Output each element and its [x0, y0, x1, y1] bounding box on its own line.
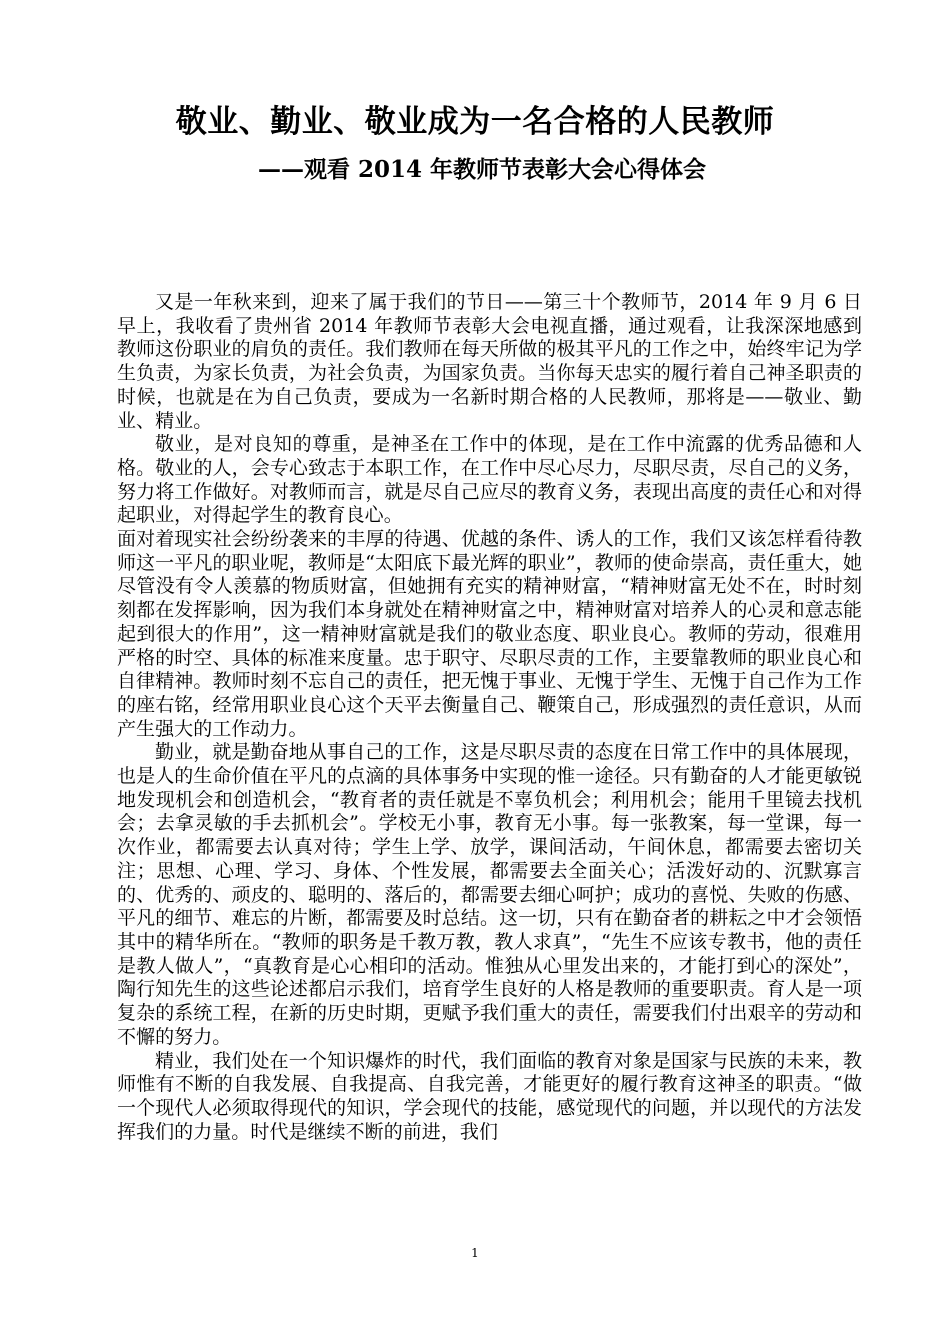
document-body — [117, 291, 862, 1144]
paragraph-dedication: 敬业，是对良知的尊重，是神圣在工作中的体现，是在工作中流露的优秀品德和人格。敬业的人，会专心致志于本职工作，在工作中尽心尽力，尽职尽责，尽自己的义务，努力将工作做好。对教师而言，就是尽自己应尽的教育义务，表现出高度的责任心和对得起职业，对得起学生的教育良心。 — [117, 433, 862, 527]
page-number: 1 — [471, 1246, 479, 1260]
paragraph-diligence: 勤业，就是勤奋地从事自己的工作，这是尽职尽责的态度在日常工作中的具体展现，也是人的生命价值在平凡的点滴的具体事务中实现的惟一途径。只有勤奋的人才能更敏锐地发现机会和创造机会，“教育者的责任就是不辜负机会；利用机会；能用千里镜去找机会；去拿灵敏的手去抓机会”。学校无小事，教育无小事。每一张教案，每一堂课，每一次作业，都需要去认真对待；学生上学、放学，课间活动，午间休息，都需要去密切关注；思想、心理、学习、身体、个性发展，都需要去全面关心；活泼好动的、沉默寡言的、优秀的、顽皮的、聪明的、落后的，都需要去细心呵护；成功的喜悦、失败的伤感、平凡的细节、难忘的片断，都需要及时总结。这一切，只有在勤奋者的耕耘之中才会领悟其中的精华所在。“教师的职务是千教万教，教人求真”，“先生不应该专教书，他的责任是教人做人”，“真教育是心心相印的活动。惟独从心里发出来的，才能打到心的深处”，陶行知先生的这些论述都启示我们，培育学生良好的人格是教师的重要职责。育人是一项复杂的系统工程，在新的历史时期，更赋予我们重大的责任，需要我们付出艰辛的劳动和不懈的努力。 — [117, 741, 862, 1048]
paragraph-conscience: 面对着现实社会纷纷袭来的丰厚的待遇、优越的条件、诱人的工作，我们又该怎样看待教师这一平凡的职业呢，教师是“太阳底下最光辉的职业”，教师的使命崇高，责任重大，她尽管没有令人羡慕的物质财富，但她拥有充实的精神财富，“精神财富无处不在，时时刻刻都在发挥影响，因为我们本身就处在精神财富之中，精神财富对培养人的心灵和意志能起到很大的作用”，这一精神财富就是我们的敬业态度、职业良心。教师的劳动，很难用严格的时空、具体的标准来度量。忠于职守、尽职尽责的工作，主要靠教师的职业良心和自律精神。教师时刻不忘自己的责任，把无愧于事业、无愧于学生、无愧于自己作为工作的座右铭，经常用职业良心这个天平去衡量自己、鞭策自己，形成强烈的责任意识，从而产生强大的工作动力。 — [117, 528, 862, 740]
paragraph-intro: 又是一年秋来到，迎来了属于我们的节日——第三十个教师节，2014 年 9 月 6 日早上，我收看了贵州省 2014 年教师节表彰大会电视直播，通过观看，让我深深地感到教师这份职业的肩负的责任。我们教师在每天所做的极其平凡的工作之中，始终牢记为学生负责，为家长负责，为社会负责，为国家负责。当你每天忠实的履行着自己神圣职责的时候，也就是在为自己负责，要成为一名新时期合格的人民教师，那将是——敬业、勤业、精业。 — [117, 291, 862, 432]
document-title: 敬业、勤业、敬业成为一名合格的人民教师 — [175, 104, 775, 140]
document-subtitle: ——观看 2014 年教师节表彰大会心得体会 — [258, 156, 707, 183]
paragraph-mastery: 精业，我们处在一个知识爆炸的时代，我们面临的教育对象是国家与民族的未来，教师惟有不断的自我发展、自我提高、自我完善，才能更好的履行教育这神圣的职责。“做一个现代人必须取得现代的知识，学会现代的技能，感觉现代的问题，并以现代的方法发挥我们的力量。时代是继续不断的前进，我们 — [117, 1049, 862, 1143]
